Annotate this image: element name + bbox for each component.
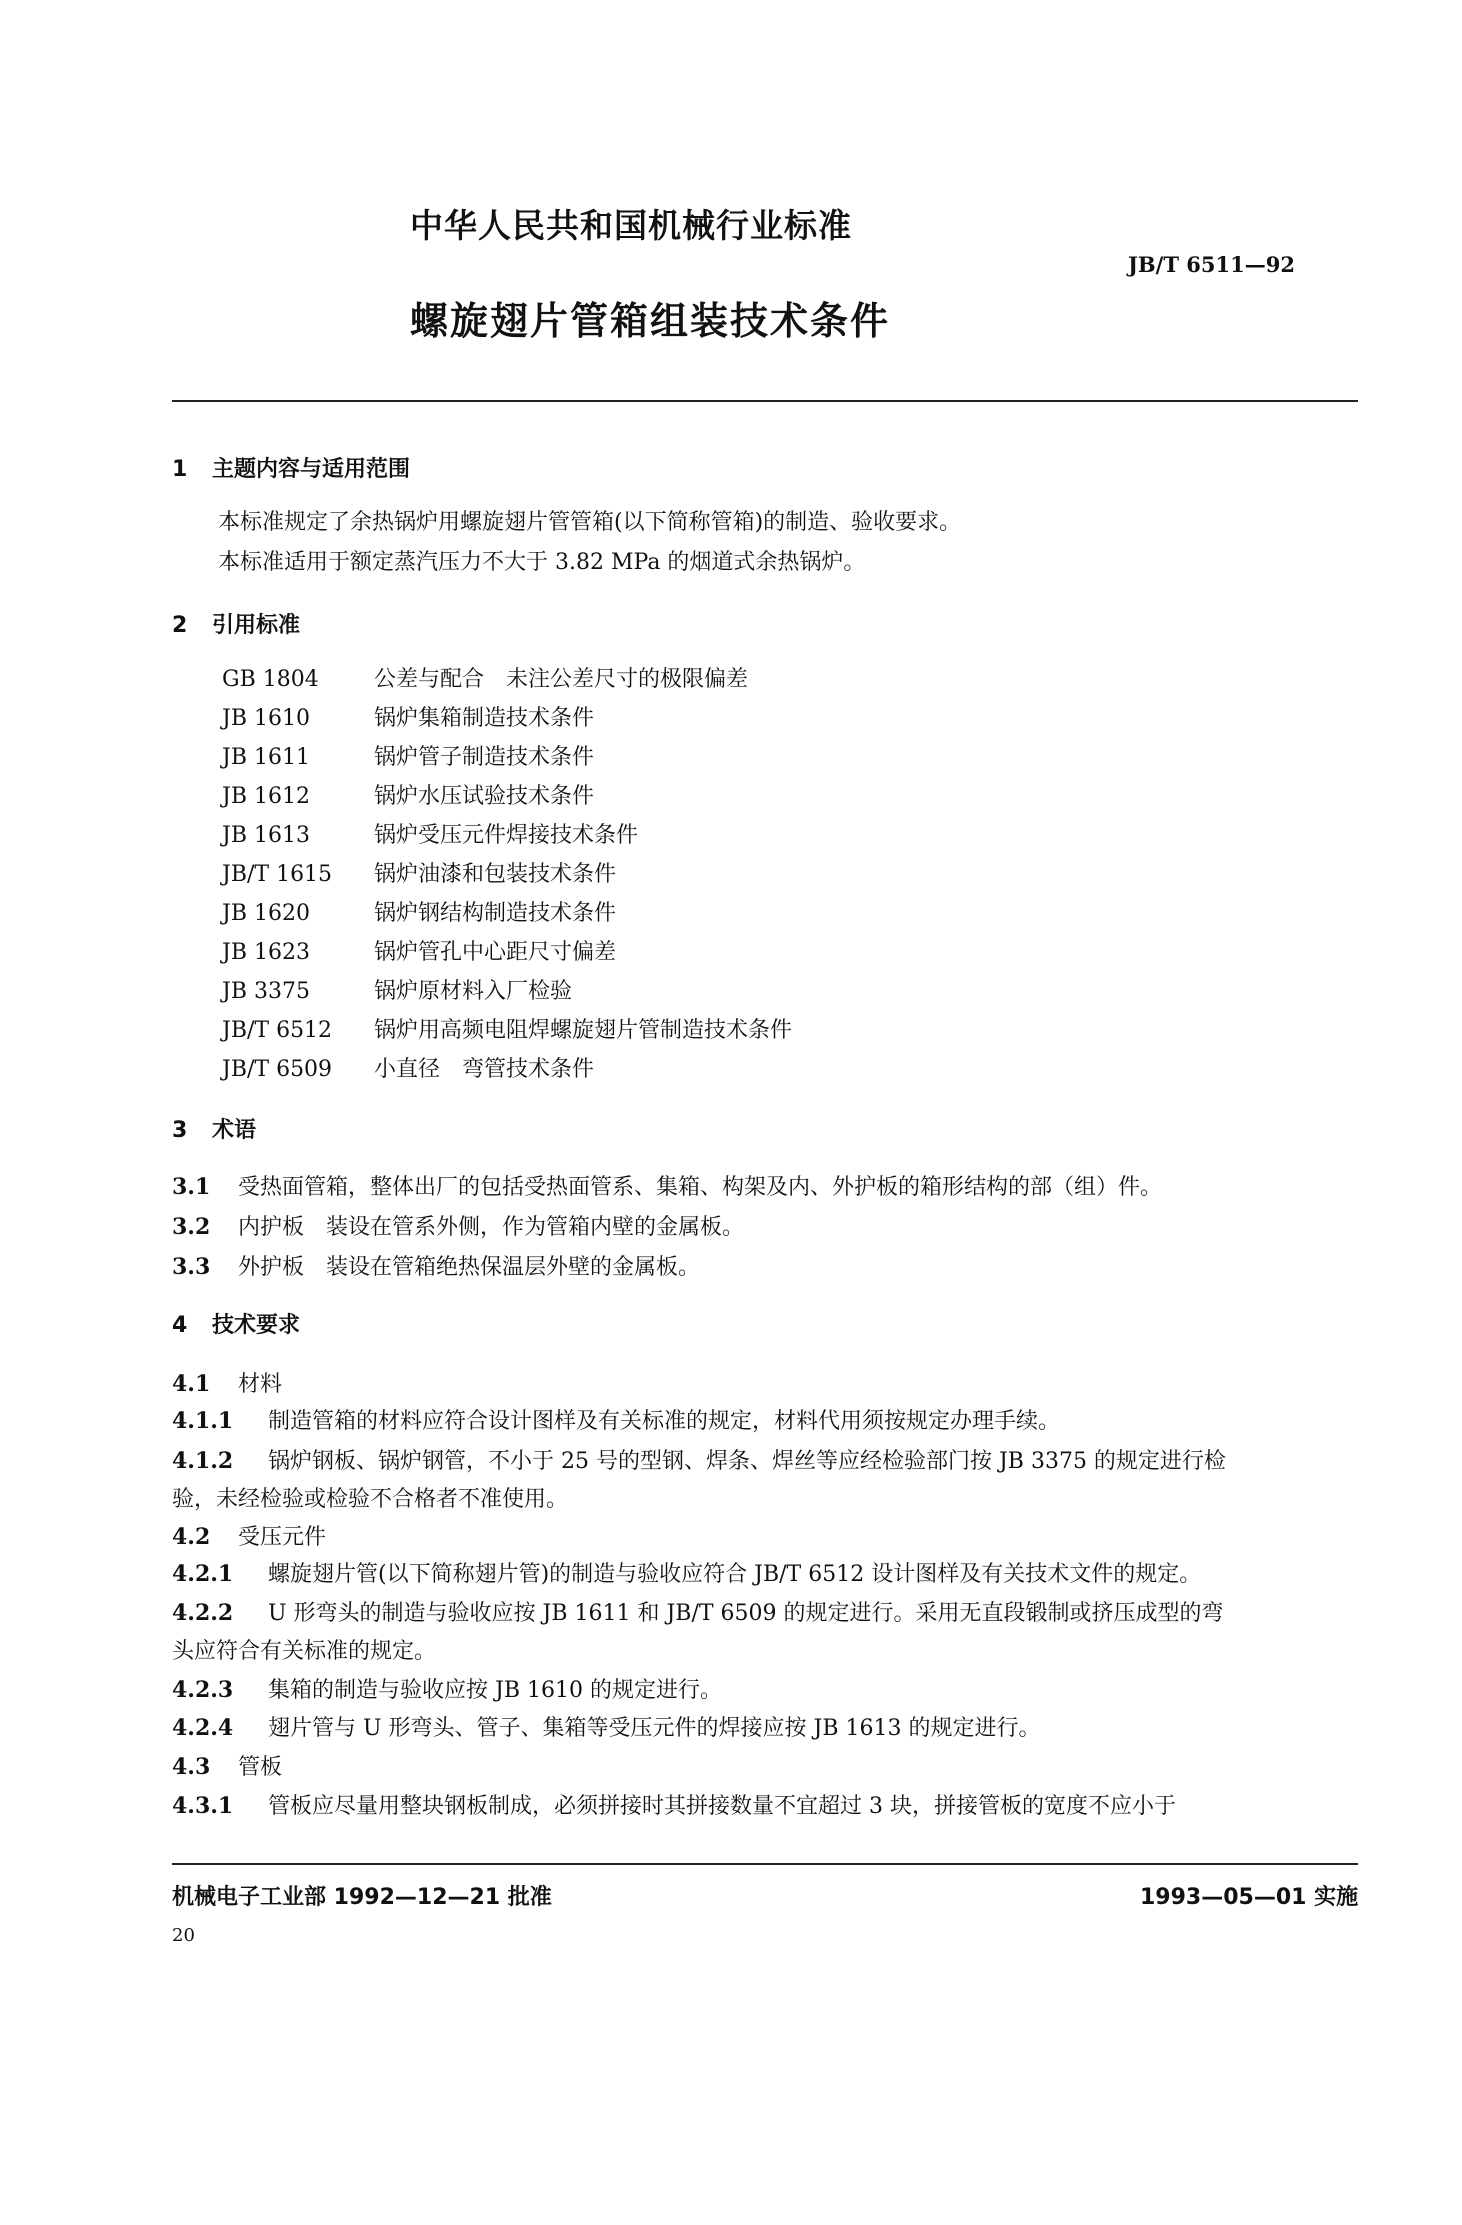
section-3-heading	[172, 1113, 256, 1144]
reference-name: 锅炉用高频电阻焊螺旋翅片管制造技术条件	[374, 1018, 793, 1043]
reference-row	[222, 1013, 792, 1044]
section-2-heading	[172, 608, 300, 639]
reference-code: JB 1610	[222, 706, 310, 731]
reference-name: 锅炉管子制造技术条件	[374, 745, 595, 770]
reference-code: JB/T 6509	[222, 1057, 333, 1082]
clause-number: 4.2.2	[172, 1600, 234, 1626]
section-title: 引用标准	[212, 613, 301, 638]
section-1-paragraph: 本标准规定了余热锅炉用螺旋翅片管管箱(以下简称管箱)的制造、验收要求。	[218, 510, 962, 535]
clause-number: 4.1.1	[172, 1408, 234, 1434]
clause	[172, 1673, 722, 1704]
section-title: 术语	[212, 1118, 257, 1143]
clause-text: 管板应尽量用整块钢板制成，必须拼接时其拼接数量不宜超过 3 块，拼接管板的宽度不应小于	[268, 1794, 1176, 1819]
reference-name: 锅炉管孔中心距尺寸偏差	[374, 940, 617, 965]
section-number: 4	[172, 1313, 188, 1338]
reference-code: JB/T 6512	[222, 1018, 333, 1043]
clause	[172, 1210, 744, 1241]
clause-text: U 形弯头的制造与验收应按 JB 1611 和 JB/T 6509 的规定进行。采用无直段锻制或挤压成型的弯	[268, 1601, 1224, 1626]
clause	[172, 1557, 1201, 1588]
clause-number: 4.2	[172, 1524, 211, 1550]
reference-code: JB 1620	[222, 901, 310, 926]
subsection-title: 管板	[238, 1755, 283, 1780]
reference-code: JB 1623	[222, 940, 310, 965]
reference-row	[222, 701, 594, 732]
section-title: 主题内容与适用范围	[212, 457, 411, 482]
reference-row	[222, 818, 638, 849]
reference-name: 锅炉油漆和包装技术条件	[374, 862, 617, 887]
clause-text: 翅片管与 U 形弯头、管子、集箱等受压元件的焊接应按 JB 1613 的规定进行。	[268, 1716, 1041, 1741]
section-1-heading	[172, 452, 410, 483]
reference-row	[222, 740, 594, 771]
clause-number: 3.3	[172, 1254, 211, 1280]
page-number: 20	[172, 1925, 195, 1946]
reference-row	[222, 935, 616, 966]
footer-rule	[172, 1863, 1358, 1865]
subsection-title: 材料	[238, 1372, 283, 1397]
clause	[172, 1250, 700, 1281]
reference-row	[222, 896, 616, 927]
subsection-heading	[172, 1750, 282, 1781]
clause-number: 4.2.1	[172, 1561, 234, 1587]
clause	[172, 1444, 1226, 1475]
reference-row	[222, 1052, 594, 1083]
approval-line: 机械电子工业部 1992—12—21 批准	[172, 1885, 552, 1910]
clause-text: 制造管箱的材料应符合设计图样及有关标准的规定，材料代用须按规定办理手续。	[268, 1409, 1061, 1434]
clause-text: 内护板 装设在管系外侧，作为管箱内壁的金属板。	[238, 1215, 745, 1240]
clause-number: 4.2.4	[172, 1715, 234, 1741]
reference-name: 锅炉原材料入厂检验	[374, 979, 573, 1004]
reference-code: JB 3375	[222, 979, 310, 1004]
clause-number: 4.3.1	[172, 1793, 234, 1819]
header-rule	[172, 400, 1358, 402]
reference-name: 锅炉钢结构制造技术条件	[374, 901, 617, 926]
section-number: 2	[172, 613, 188, 638]
clause	[172, 1170, 1162, 1201]
clause-number: 4.1	[172, 1371, 211, 1397]
standard-number: JB/T 6511—92	[1128, 252, 1295, 277]
reference-code: JB 1611	[222, 745, 310, 770]
reference-name: 小直径 弯管技术条件	[374, 1057, 595, 1082]
subsection-title: 受压元件	[238, 1525, 327, 1550]
reference-code: JB 1613	[222, 823, 310, 848]
clause	[172, 1789, 1176, 1820]
reference-row	[222, 857, 616, 888]
clause	[172, 1596, 1224, 1627]
clause-number: 3.2	[172, 1214, 211, 1240]
clause-number: 3.1	[172, 1174, 211, 1200]
section-title: 技术要求	[212, 1313, 301, 1338]
reference-name: 公差与配合 未注公差尺寸的极限偏差	[374, 667, 749, 692]
reference-row	[222, 974, 572, 1005]
clause-number: 4.2.3	[172, 1677, 234, 1703]
clause-continuation: 头应符合有关标准的规定。	[172, 1639, 437, 1664]
reference-code: GB 1804	[222, 667, 319, 692]
reference-name: 锅炉受压元件焊接技术条件	[374, 823, 639, 848]
clause-text: 受热面管箱，整体出厂的包括受热面管系、集箱、构架及内、外护板的箱形结构的部（组）件。	[238, 1175, 1163, 1200]
clause	[172, 1404, 1060, 1435]
reference-row	[222, 779, 594, 810]
reference-code: JB/T 1615	[222, 862, 333, 887]
section-1-paragraph: 本标准适用于额定蒸汽压力不大于 3.82 MPa 的烟道式余热锅炉。	[218, 550, 866, 575]
clause-text: 螺旋翅片管(以下简称翅片管)的制造与验收应符合 JB/T 6512 设计图样及有关技术文件的规定。	[268, 1562, 1202, 1587]
section-number: 3	[172, 1118, 188, 1143]
clause-number: 4.3	[172, 1754, 211, 1780]
reference-code: JB 1612	[222, 784, 310, 809]
clause-number: 4.1.2	[172, 1448, 234, 1474]
effective-date: 1993—05—01 实施	[1140, 1885, 1359, 1910]
clause-continuation: 验，未经检验或检验不合格者不准使用。	[172, 1487, 569, 1512]
standard-org-title: 中华人民共和国机械行业标准	[410, 206, 852, 245]
subsection-heading	[172, 1367, 282, 1398]
clause-text: 外护板 装设在管箱绝热保温层外壁的金属板。	[238, 1255, 701, 1280]
clause	[172, 1711, 1040, 1742]
subsection-heading	[172, 1520, 326, 1551]
reference-row	[222, 662, 748, 693]
clause-text: 集箱的制造与验收应按 JB 1610 的规定进行。	[268, 1678, 722, 1703]
document-title: 螺旋翅片管箱组装技术条件	[410, 299, 891, 343]
section-4-heading	[172, 1308, 300, 1339]
reference-name: 锅炉集箱制造技术条件	[374, 706, 595, 731]
reference-name: 锅炉水压试验技术条件	[374, 784, 595, 809]
section-number: 1	[172, 457, 188, 482]
clause-text: 锅炉钢板、锅炉钢管，不小于 25 号的型钢、焊条、焊丝等应经检验部门按 JB 3375 的规定进行检	[268, 1449, 1226, 1474]
